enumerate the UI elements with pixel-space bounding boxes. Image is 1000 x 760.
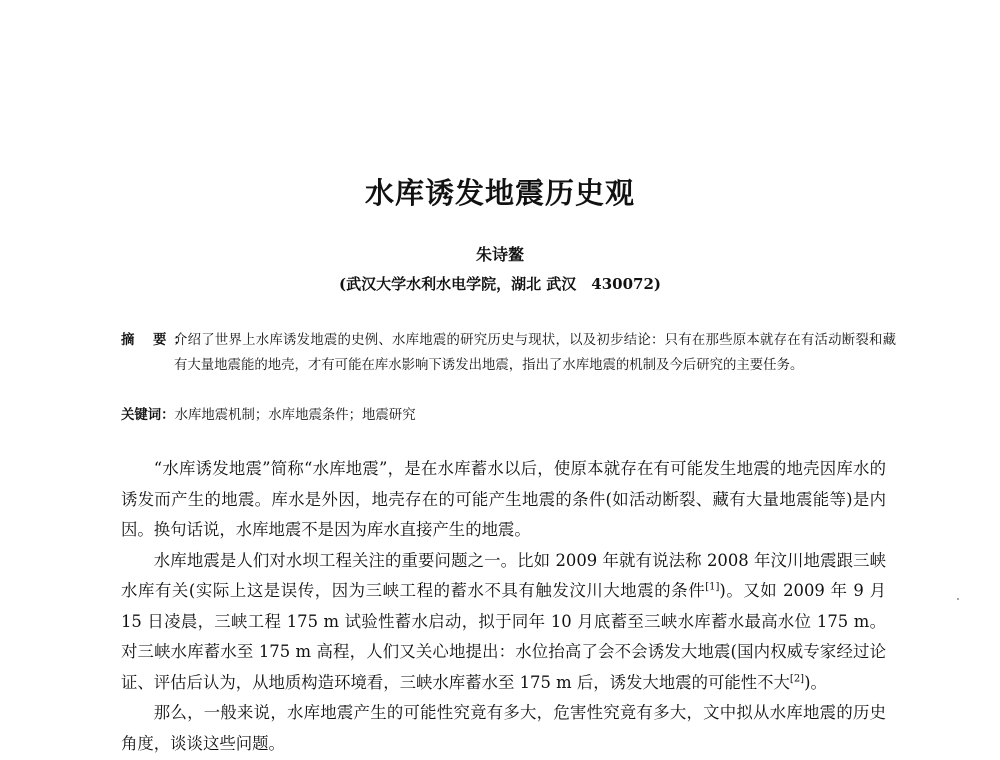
author-name: 朱诗鳌 — [475, 245, 524, 264]
paragraph-2-part-a: 水库地震是人们对水坝工程关注的重要问题之一。比如 2009 年就有说法称 2008 年汶川地震跟三峡水库有关(实际上这是误传，因为三峡工程的蓄水不具有触发汶川大地震的条件 — [121, 550, 886, 600]
keywords-label: 关键词： — [121, 408, 175, 423]
paragraph-2-part-c: )。 — [804, 672, 827, 692]
paper-title: 水库诱发地震历史观 — [364, 176, 635, 210]
citation-2: [2] — [789, 673, 805, 685]
abstract-text: 介绍了世界上水库诱发地震的史例、水库地震的研究历史与现状，以及初步结论：只有在那些原本就存在有活动断裂和藏有大量地震能的地壳，才有可能在库水影响下诱发出地震，指出了水库地震的机制及今后研究的主要任务。 — [174, 333, 896, 373]
abstract-label: 摘 要： — [121, 333, 194, 348]
keywords-section — [121, 403, 896, 428]
abstract-section — [121, 328, 896, 378]
scan-speck — [957, 598, 959, 600]
author-affiliation: (武汉大学水利水电学院，湖北 武汉 430072) — [338, 275, 662, 293]
body-paragraph-1: “水库诱发地震”简称“水库地震”，是在水库蓄水以后，使原本就存在有可能发生地震的地壳因库水的诱发而产生的地震。库水是外因，地壳存在的可能产生地震的条件(如活动断裂、藏有大量地震能等)是内因。换句话说，水库地震不是因为库水直接产生的地震。 — [121, 459, 886, 539]
paragraph-2-part-b: )。又如 2009 年 9 月 15 日凌晨，三峡工程 175 m 试验性蓄水启动，拟于同年 10 月底蓄至三峡水库蓄水最高水位 175 m。对三峡水库蓄水至 175 m 高程，人们又关心地提出：水位抬高了会不会诱发大地震(国内权威专家经过论证、评估后认为，从地质构造环境看，三峡水库蓄水至 175 m 后，诱发大地震的可能性不大 — [121, 581, 886, 692]
body-paragraph-2 — [121, 546, 886, 699]
keywords-text: 水库地震机制；水库地震条件；地震研究 — [174, 408, 416, 423]
body-paragraph-3: 那么，一般来说，水库地震产生的可能性究竟有多大，危害性究竟有多大，文中拟从水库地震的历史角度，谈谈这些问题。 — [121, 703, 886, 753]
citation-1: [1] — [705, 581, 720, 593]
body-text — [121, 454, 886, 759]
